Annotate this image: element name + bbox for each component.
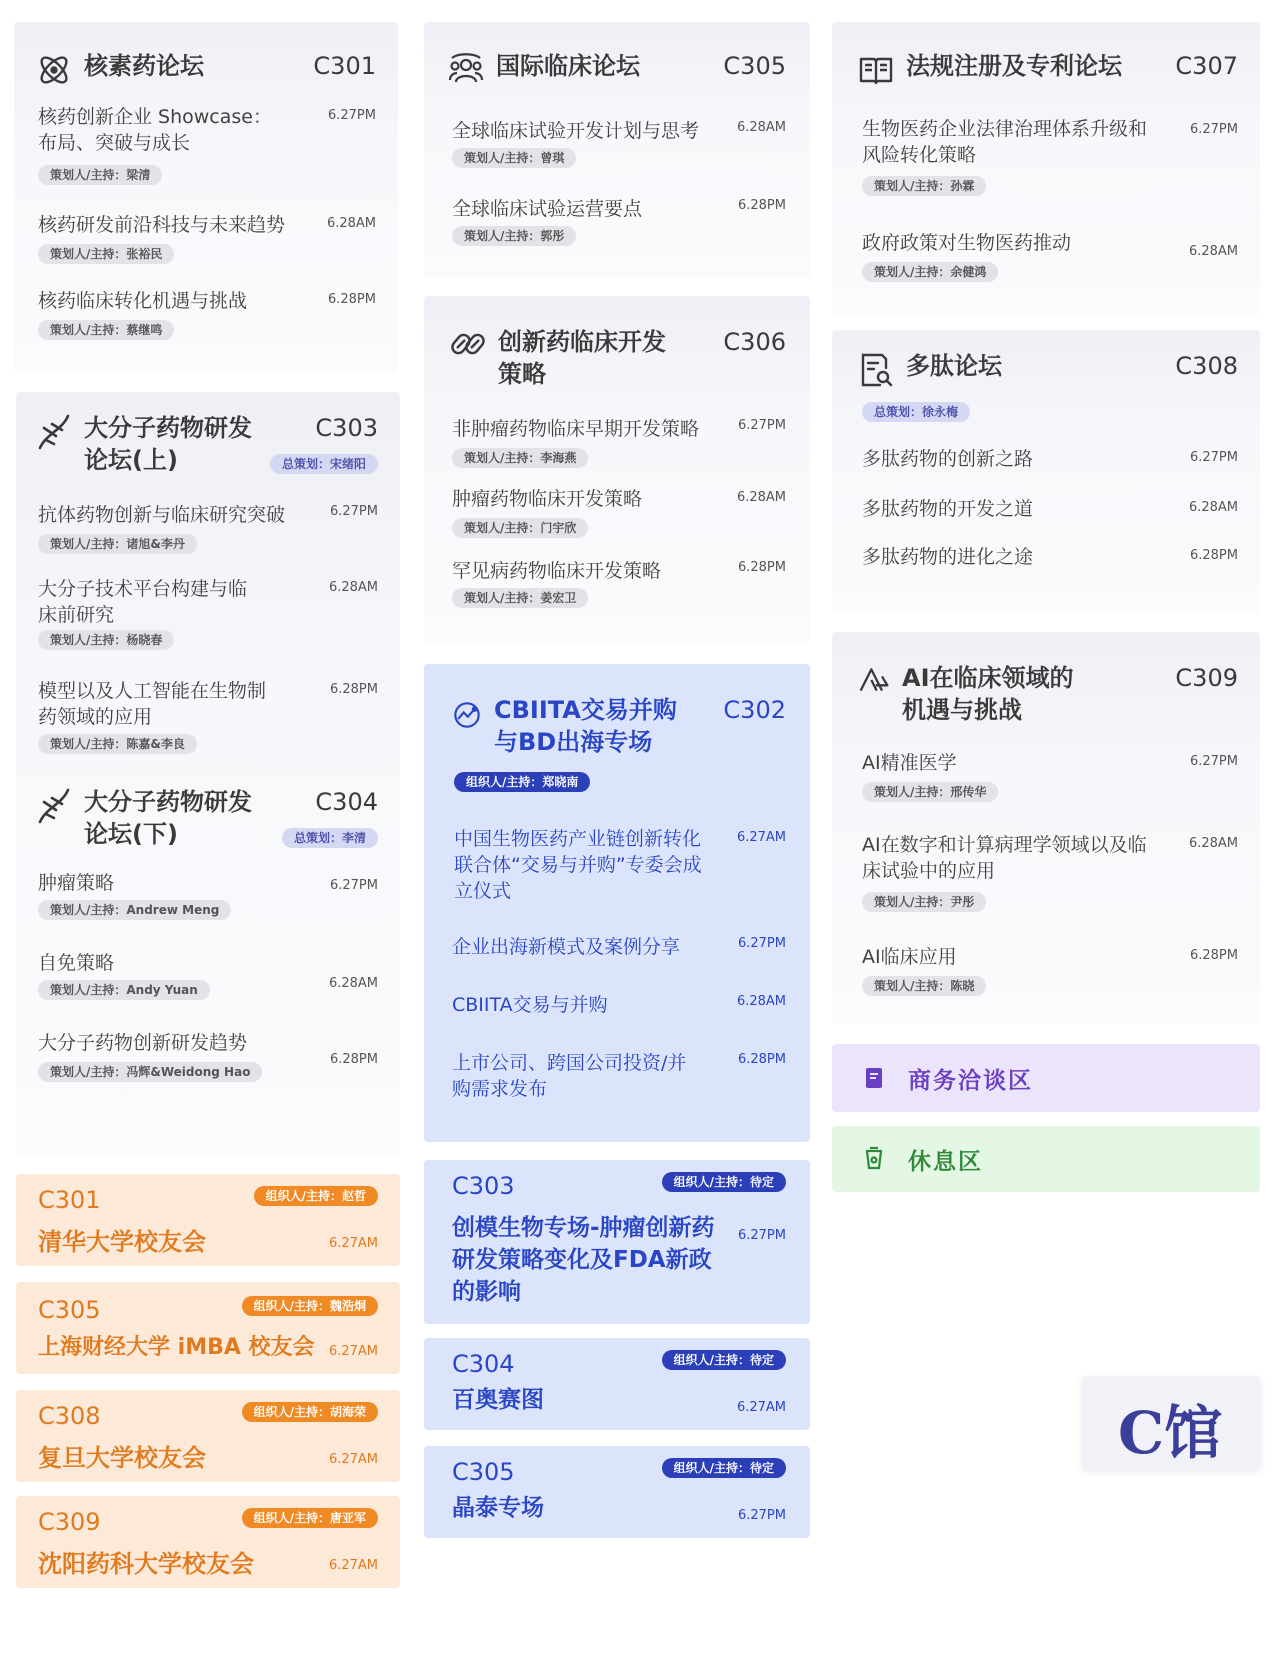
organizer-badge: 组织人/主持：郑晓南 xyxy=(454,772,590,792)
room-number: C301 xyxy=(313,52,376,80)
session-time: 6.28PM xyxy=(329,682,378,697)
forum-card-c307 xyxy=(832,22,1260,314)
session-time: 6.28PM xyxy=(329,1052,378,1067)
alumni-name: 沈阳药科大学校友会 xyxy=(38,1550,254,1578)
host-badge: 策划人/主持：杨晓春 xyxy=(38,630,174,650)
host-badge: 策划人/主持：门宇欣 xyxy=(452,518,588,538)
host-badge: 策划人/主持：邢传华 xyxy=(862,782,998,802)
room-number: C309 xyxy=(38,1508,101,1536)
session-time: 6.27PM xyxy=(1189,754,1238,769)
session-time: 6.27PM xyxy=(737,1508,786,1523)
session-time: 6.28PM xyxy=(1189,948,1238,963)
session-time: 6.28AM xyxy=(736,120,786,135)
session-item: 肿瘤药物临床开发策略 xyxy=(452,488,643,510)
session-time: 6.28AM xyxy=(328,976,378,991)
session-time: 6.27PM xyxy=(329,504,378,519)
session-time: 6.28AM xyxy=(1188,836,1238,851)
zone-label: 商务洽谈区 xyxy=(908,1068,1033,1094)
host-badge: 策划人/主持：蔡继鸣 xyxy=(38,320,174,340)
session-time: 6.27PM xyxy=(1189,450,1238,465)
session-time: 6.27PM xyxy=(737,418,786,433)
business-zone xyxy=(832,1044,1260,1112)
forum-title: 国际临床论坛 xyxy=(496,52,640,80)
session-time: 6.28AM xyxy=(326,216,376,231)
session-time: 6.27AM xyxy=(328,1452,378,1467)
room-number: C305 xyxy=(38,1296,101,1324)
session-item: 中国生物医药产业链创新转化联合体“交易与并购”专委会成立仪式 xyxy=(454,828,702,902)
session-item: 企业出海新模式及案例分享 xyxy=(452,936,681,958)
host-badge: 组织人/主持：魏浩炯 xyxy=(242,1296,378,1316)
room-number: C308 xyxy=(1175,352,1238,380)
rest-zone xyxy=(832,1126,1260,1192)
host-badge: 组织人/主持：待定 xyxy=(662,1350,786,1370)
session-item: 大分子药物创新研发趋势 xyxy=(38,1032,248,1054)
host-badge: 策划人/主持：孙霖 xyxy=(862,176,986,196)
host-badge: 策划人/主持：Andy Yuan xyxy=(38,980,210,1000)
host-badge: 策划人/主持：余健鸿 xyxy=(862,262,998,282)
session-time: 6.27PM xyxy=(737,936,786,951)
planner-badge: 总策划：徐永梅 xyxy=(862,402,970,422)
session-time: 6.28AM xyxy=(736,490,786,505)
forum-title: 大分子药物研发论坛(上) xyxy=(84,414,252,474)
session-time: 6.28PM xyxy=(737,1052,786,1067)
session-time: 6.27PM xyxy=(327,108,376,123)
session-time: 6.27AM xyxy=(736,830,786,845)
room-number: C303 xyxy=(315,414,378,442)
room-number: C302 xyxy=(723,696,786,724)
host-badge: 策划人/主持：曾琪 xyxy=(452,148,576,168)
session-time: 6.27PM xyxy=(329,878,378,893)
host-badge: 策划人/主持：李海燕 xyxy=(452,448,588,468)
special-name: 创模生物专场-肿瘤创新药研发策略变化及FDA新政的影响 xyxy=(452,1215,715,1305)
forum-card-c308 xyxy=(832,330,1260,612)
session-item: AI精准医学 xyxy=(862,752,957,774)
session-item: AI在数字和计算病理学领域以及临床试验中的应用 xyxy=(862,834,1147,882)
session-item: 肿瘤策略 xyxy=(38,872,115,894)
special-card xyxy=(424,1338,810,1430)
host-badge: 组织人/主持：赵哲 xyxy=(254,1186,378,1206)
pills-icon xyxy=(450,328,486,364)
session-time: 6.28AM xyxy=(1188,500,1238,515)
people-icon xyxy=(448,52,484,88)
session-time: 6.28AM xyxy=(1188,244,1238,259)
session-item: CBIITA交易与并购 xyxy=(452,994,608,1016)
session-time: 6.28PM xyxy=(737,560,786,575)
forum-card-c302 xyxy=(424,664,810,1142)
session-time: 6.27PM xyxy=(737,1228,786,1243)
room-number: C303 xyxy=(452,1172,515,1200)
session-time: 6.28PM xyxy=(737,198,786,213)
host-badge: 策划人/主持：尹彤 xyxy=(862,892,986,912)
room-number: C306 xyxy=(723,328,786,356)
session-time: 6.28PM xyxy=(1189,548,1238,563)
host-badge: 组织人/主持：待定 xyxy=(662,1172,786,1192)
special-card xyxy=(424,1446,810,1538)
session-time: 6.27AM xyxy=(736,1400,786,1415)
forum-card-c303-c304 xyxy=(16,392,400,1154)
forum-title: 创新药临床开发策略 xyxy=(498,328,666,388)
session-item: 多肽药物的开发之道 xyxy=(862,498,1034,520)
forum-title: 核素药论坛 xyxy=(84,52,204,80)
session-item: 全球临床试验运营要点 xyxy=(452,198,643,220)
ai-logo-icon xyxy=(858,664,890,696)
session-item: 生物医药企业法律治理体系升级和风险转化策略 xyxy=(862,118,1148,166)
host-badge: 策划人/主持：郭彤 xyxy=(452,226,576,246)
alumni-name: 复旦大学校友会 xyxy=(38,1444,206,1472)
session-time: 6.27AM xyxy=(328,1236,378,1251)
room-number: C308 xyxy=(38,1402,101,1430)
alumni-card xyxy=(16,1496,400,1588)
room-number: C304 xyxy=(452,1350,515,1378)
forum-card-c301 xyxy=(14,22,398,372)
session-time: 6.27AM xyxy=(328,1558,378,1573)
host-badge: 组织人/主持：胡海荣 xyxy=(242,1402,378,1422)
host-badge: 策划人/主持：梁清 xyxy=(38,165,162,185)
forum-title: 法规注册及专利论坛 xyxy=(906,52,1122,80)
session-item: 核药研发前沿科技与未来趋势 xyxy=(38,214,286,236)
dna-icon xyxy=(36,414,72,450)
forum-title: AI在临床领域的机遇与挑战 xyxy=(902,664,1074,724)
host-badge: 策划人/主持：姜宏卫 xyxy=(452,588,588,608)
dna-icon xyxy=(36,788,72,824)
session-time: 6.27PM xyxy=(1189,122,1238,137)
session-item: 自免策略 xyxy=(38,952,115,974)
atom-icon xyxy=(36,52,72,88)
hall-label-text: C馆 xyxy=(1118,1399,1223,1467)
alumni-card xyxy=(16,1282,400,1374)
host-badge: 组织人/主持：待定 xyxy=(662,1458,786,1478)
host-badge: 策划人/主持：Andrew Meng xyxy=(38,900,231,920)
session-time: 6.28AM xyxy=(328,580,378,595)
document-search-icon xyxy=(858,352,894,388)
host-badge: 组织人/主持：唐亚军 xyxy=(242,1508,378,1528)
room-number: C309 xyxy=(1175,664,1238,692)
session-item: 多肽药物的进化之途 xyxy=(862,546,1034,568)
room-number: C307 xyxy=(1175,52,1238,80)
alumni-card xyxy=(16,1390,400,1482)
alumni-name: 清华大学校友会 xyxy=(38,1228,206,1256)
host-badge: 策划人/主持：诸旭&李丹 xyxy=(38,534,197,554)
session-item: 核药创新企业 Showcase：布局、突破与成长 xyxy=(38,106,272,154)
session-item: 核药临床转化机遇与挑战 xyxy=(38,290,248,312)
session-time: 6.27AM xyxy=(328,1344,378,1359)
session-item: 抗体药物创新与临床研究突破 xyxy=(38,504,286,526)
session-item: 模型以及人工智能在生物制药领域的应用 xyxy=(38,680,267,728)
session-item: 政府政策对生物医药推动 xyxy=(862,232,1072,254)
host-badge: 策划人/主持：张裕民 xyxy=(38,244,174,264)
session-item: 全球临床试验开发计划与思考 xyxy=(452,120,700,142)
session-time: 6.28PM xyxy=(327,292,376,307)
session-item: 大分子技术平台构建与临床前研究 xyxy=(38,578,248,626)
forum-title: CBIITA交易并购与BD出海专场 xyxy=(494,696,677,756)
cup-icon xyxy=(862,1146,886,1170)
forum-card-c306 xyxy=(424,296,810,642)
host-badge: 策划人/主持：陈嘉&李良 xyxy=(38,734,197,754)
room-number: C305 xyxy=(452,1458,515,1486)
special-name: 晶泰专场 xyxy=(452,1495,544,1521)
document-icon xyxy=(862,1066,886,1090)
session-item: 非肿瘤药物临床早期开发策略 xyxy=(452,418,700,440)
room-number: C304 xyxy=(315,788,378,816)
planner-badge: 总策划：李清 xyxy=(282,828,378,848)
room-number: C301 xyxy=(38,1186,101,1214)
session-item: 罕见病药物临床开发策略 xyxy=(452,560,662,582)
session-item: 上市公司、跨国公司投资/并购需求发布 xyxy=(452,1052,687,1100)
host-badge: 策划人/主持：冯辉&Weidong Hao xyxy=(38,1062,262,1082)
alumni-name: 上海财经大学 iMBA 校友会 xyxy=(38,1335,315,1360)
session-item: AI临床应用 xyxy=(862,946,957,968)
book-icon xyxy=(858,52,894,88)
session-item: 多肽药物的创新之路 xyxy=(862,448,1034,470)
forum-title: 大分子药物研发论坛(下) xyxy=(84,788,252,848)
forum-card-c309 xyxy=(832,632,1260,1024)
chart-circle-icon xyxy=(452,700,482,730)
zone-label: 休息区 xyxy=(908,1149,983,1175)
special-card xyxy=(424,1160,810,1324)
forum-card-c305 xyxy=(424,22,810,278)
session-time: 6.28AM xyxy=(736,994,786,1009)
planner-badge: 总策划：宋绪阳 xyxy=(270,454,378,474)
special-name: 百奥赛图 xyxy=(452,1387,544,1413)
forum-title: 多肽论坛 xyxy=(906,352,1002,380)
host-badge: 策划人/主持：陈晓 xyxy=(862,976,986,996)
room-number: C305 xyxy=(723,52,786,80)
hall-label xyxy=(1082,1376,1260,1470)
alumni-card xyxy=(16,1174,400,1266)
